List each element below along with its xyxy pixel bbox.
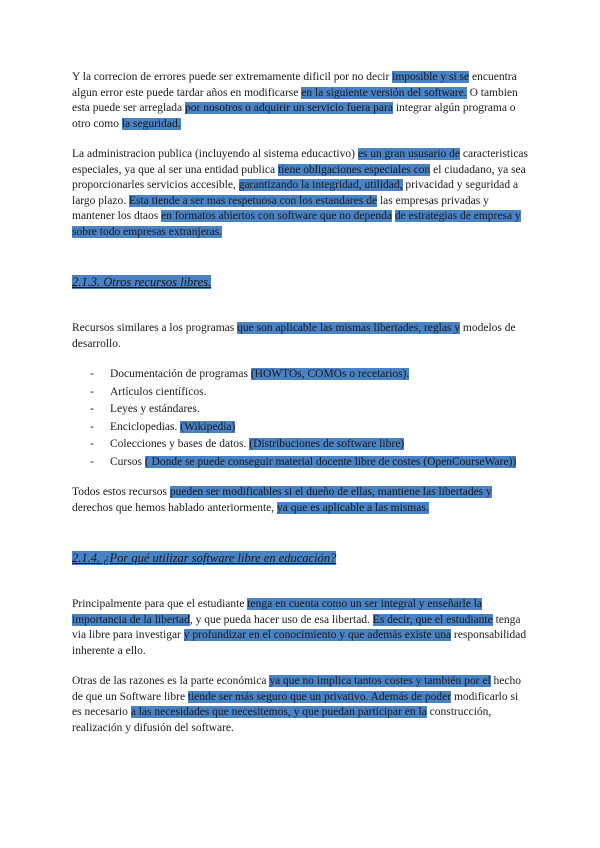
body-text: caracteristicas especiales, ya que al ser una entidad publica: [72, 148, 529, 176]
body-text: derechos que hemos hablado anteriormente,: [72, 501, 278, 514]
paragraph-student-freedom: [72, 597, 528, 659]
body-text: Colecciones y bases de datos.: [110, 438, 250, 450]
highlighted-text: (HOWTOs, COMOs o recetarios).: [250, 368, 410, 380]
list-item: [110, 385, 528, 401]
highlighted-text: garantizando la integridad, utilidad,: [238, 179, 403, 191]
list-item: [110, 420, 528, 436]
body-text: Artículos científicos.: [110, 385, 207, 398]
body-text: hecho de que un Software libre: [72, 675, 521, 703]
list-item: [110, 455, 528, 471]
highlighted-text: 2.1.3. Otros recursos libres.: [72, 275, 212, 289]
body-text: Leyes y estándares.: [110, 403, 200, 415]
highlighted-text: tiende ser más seguro que un privativo. Además de poder: [187, 690, 452, 703]
highlighted-text: tenga en cuenta como un ser integral y enseñarle la importancia de la libertad: [72, 598, 483, 626]
body-text: integrar algún programa o otro como: [72, 102, 516, 130]
body-text: Cursos: [110, 455, 145, 468]
paragraph-error-correction: [72, 70, 528, 132]
paragraph-economic-reasons: [72, 674, 528, 736]
highlighted-text: ( Donde se puede conseguir material docente libre de costes (OpenCourseWare)): [144, 455, 517, 468]
body-text: Recursos similares a los programas: [72, 322, 238, 334]
highlighted-text: por nosotros o adquirir un servicio fuera para: [185, 102, 393, 114]
highlighted-text: que son aplicable las mismas libertades, reglas y: [237, 322, 461, 334]
list-item: [110, 437, 528, 453]
section-heading-2-1-4: [72, 550, 528, 567]
paragraph-public-administration: [72, 147, 528, 240]
body-text: modelos de desarrollo.: [72, 322, 516, 350]
list-item: [110, 367, 528, 383]
body-text: encuentra algun error este puede tardar años en modificarse: [72, 71, 517, 99]
section-heading-2-1-3: [72, 274, 528, 291]
highlighted-text: ya que no implica tantos costes y también por el: [269, 675, 491, 687]
body-text: tenga via libre para investigar: [72, 613, 521, 641]
free-resources-list: [72, 367, 528, 470]
highlighted-text: (Distribuciones de software libre): [249, 438, 405, 450]
body-text: modificarlo si es necesario: [72, 690, 519, 718]
body-text: , y que pueda hacer uso de esa libertad.: [189, 613, 373, 626]
paragraph-modifiable-resources: [72, 485, 528, 516]
highlighted-text: es un gran ususario de: [357, 148, 461, 160]
body-text: Documentación de programas: [110, 368, 251, 380]
highlighted-text: Esta tiende a ser mas respetuosa con los estandares de: [128, 194, 378, 207]
body-text: Y la correcion de errores puede ser extremamente dificil por no decir: [72, 71, 393, 83]
highlighted-text: imposible y si se: [392, 71, 470, 83]
body-text: las empresas privadas y mantener los dtaos: [72, 194, 489, 222]
highlighted-text: (Wikipedia): [180, 420, 236, 433]
highlighted-text: Es decir, que el estudiante: [372, 613, 493, 626]
body-text: La administracion publica (incluyendo al sistema educactivo): [72, 148, 358, 160]
highlighted-text: pueden ser modificables si el dueño de ellas, mantiene las libertades y: [169, 486, 492, 498]
highlighted-text: ya que es aplicable a las mismas.: [277, 501, 429, 514]
highlighted-text: de estrategias de empresa y sobre todo empresas extranjeras.: [72, 210, 521, 238]
highlighted-text: a las necesidades que necesitemos, y que puedan participar en la: [130, 706, 427, 718]
highlighted-text: en formatos abiertos con software que no dependa: [161, 210, 392, 222]
body-text: Enciclopedias.: [110, 420, 181, 433]
paragraph-similar-resources: [72, 321, 528, 352]
highlighted-text: tiene obligaciones especiales con: [277, 163, 431, 176]
highlighted-text: la seguridad.: [121, 117, 181, 130]
body-text: Todos estos recursos: [72, 486, 170, 498]
body-text: Principalmente para que el estudiante: [72, 598, 248, 610]
body-text: el ciudadano, ya sea proporcionarles servicios accesible,: [72, 163, 526, 191]
body-text: O tambien esta puede ser arreglada: [72, 86, 518, 114]
list-item: [110, 402, 528, 418]
body-text: responsabilidad inherente a ello.: [72, 629, 527, 657]
highlighted-text: en la siguiente versión del software.: [301, 86, 467, 99]
body-text: Otras de las razones es la parte económica: [72, 675, 270, 687]
highlighted-text: 2.1.4. ¿Por qué utilizar software libre en educación?: [72, 551, 337, 565]
body-text: privacidad y seguridad a largo plazo.: [72, 179, 519, 207]
highlighted-text: y profundizar en el conocimiento y que además existe una: [183, 629, 452, 641]
body-text: construcción, realización y difusión del software.: [72, 706, 492, 734]
